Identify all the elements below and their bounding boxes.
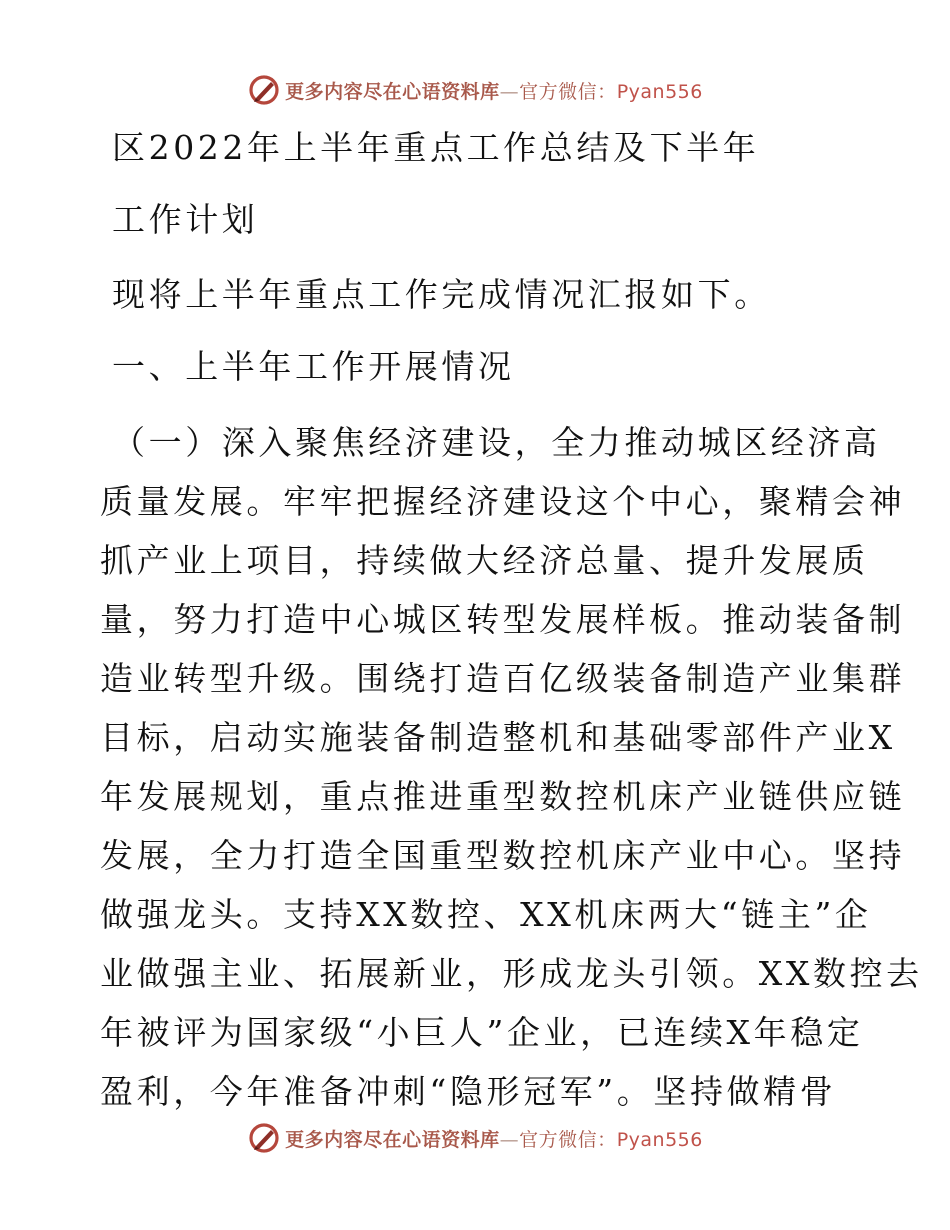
banner-official: 官方微信：: [519, 80, 617, 103]
doc-title-line-2: 工作计划: [112, 200, 259, 239]
pen-logo-icon: [247, 73, 281, 107]
body-line: （一）深入聚焦经济建设，全力推动城区经济高: [112, 423, 881, 462]
banner-text: [285, 1125, 703, 1152]
body-line: 年被评为国家级“小巨人”企业，已连续X年稳定: [100, 1013, 864, 1052]
doc-intro: 现将上半年重点工作完成情况汇报如下。: [112, 275, 771, 314]
footer-banner: [0, 1116, 950, 1160]
body-line: 质量发展。牢牢把握经济建设这个中心，聚精会神: [100, 482, 906, 521]
banner-official: 官方微信：: [519, 1128, 617, 1151]
pen-logo-icon: [247, 1121, 281, 1155]
body-line: 业做强主业、拓展新业，形成龙头引领。XX数控去: [100, 954, 923, 993]
banner-wechat-id: Pyan556: [616, 80, 703, 103]
header-banner: [0, 68, 950, 112]
body-line: 目标，启动实施装备制造整机和基础零部件产业X: [100, 718, 896, 757]
body-line: 做强龙头。支持XX数控、XX机床两大“链主”企: [100, 895, 872, 934]
body-line: 发展，全力打造全国重型数控机床产业中心。坚持: [100, 836, 906, 875]
banner-brand: 更多内容尽在心语资料库: [285, 1128, 500, 1151]
banner-text: [285, 77, 703, 104]
body-line: 量，努力打造中心城区转型发展样板。推动装备制: [100, 600, 906, 639]
banner-brand: 更多内容尽在心语资料库: [285, 80, 500, 103]
section-heading: 一、上半年工作开展情况: [112, 347, 515, 386]
body-line: 年发展规划，重点推进重型数控机床产业链供应链: [100, 777, 906, 816]
doc-title-line-1: 区2022年上半年重点工作总结及下半年: [112, 128, 760, 167]
body-line: 盈利，今年准备冲刺“隐形冠军”。坚持做精骨: [100, 1072, 837, 1111]
body-line: 抓产业上项目，持续做大经济总量、提升发展质: [100, 541, 869, 580]
banner-dash: —: [499, 1128, 520, 1151]
banner-wechat-id: Pyan556: [616, 1128, 703, 1151]
body-line: 造业转型升级。围绕打造百亿级装备制造产业集群: [100, 659, 906, 698]
banner-dash: —: [499, 80, 520, 103]
